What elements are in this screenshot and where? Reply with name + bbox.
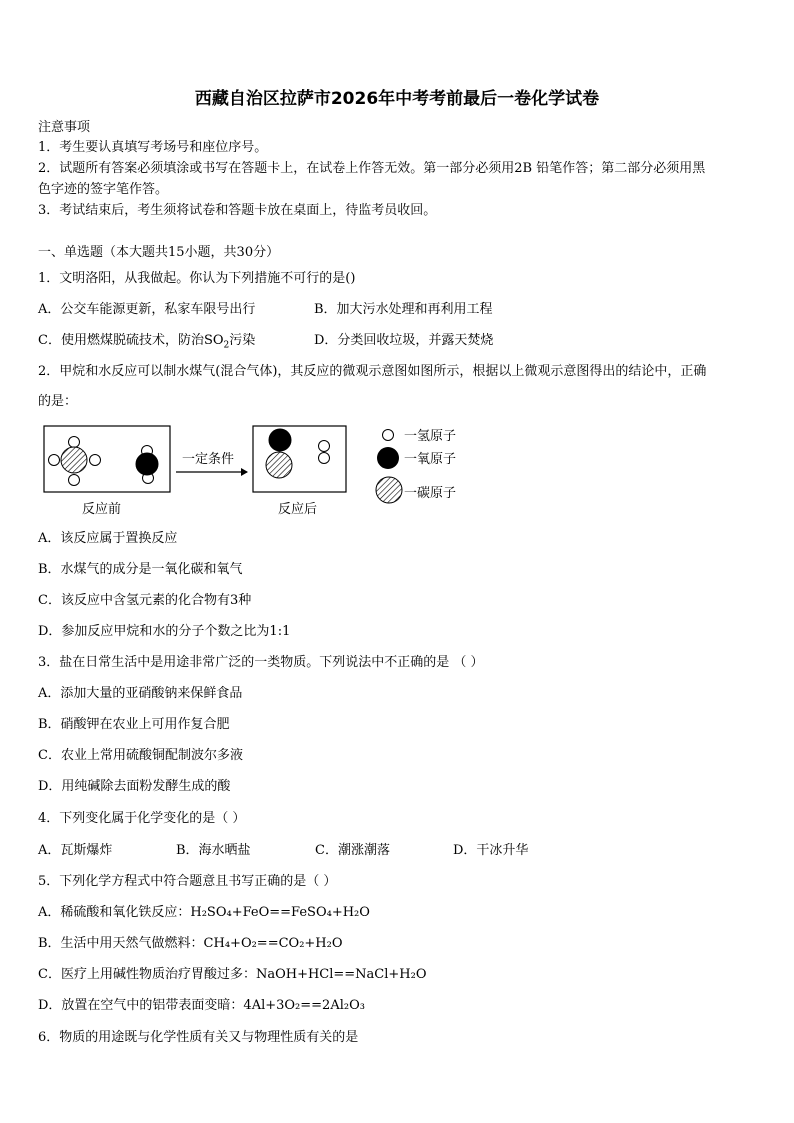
- oxygen-legend-icon: [377, 447, 399, 469]
- page-title: 西藏自治区拉萨市2026年中考考前最后一卷化学试卷: [194, 89, 600, 109]
- notes-heading: 注意事项: [38, 120, 91, 135]
- q2-option-a: A．该反应属于置换反应: [38, 531, 178, 546]
- q6-stem: 6．物质的用途既与化学性质有关又与物理性质有关的是: [38, 1030, 359, 1045]
- q5-option-d: D．放置在空气中的铝带表面变暗：4Al+3O₂==2Al₂O₃: [38, 998, 365, 1013]
- reaction-diagram: [42, 418, 482, 522]
- q4-option-a: A．瓦斯爆炸: [38, 843, 113, 858]
- q3-option-b: B．硝酸钾在农业上可用作复合肥: [38, 717, 230, 732]
- q1-option-d: D．分类回收垃圾，并露天焚烧: [314, 333, 494, 348]
- q3-option-a: A．添加大量的亚硝酸钠来保鲜食品: [38, 686, 243, 701]
- q5-option-a: A．稀硫酸和氧化铁反应：H₂SO₄+FeO==FeSO₄+H₂O: [38, 905, 370, 920]
- carbon-legend-icon: [376, 477, 402, 503]
- section-heading: 一、单选题（本大题共15小题，共30分）: [38, 245, 280, 260]
- q1-option-a: A．公交车能源更新，私家车限号出行: [38, 302, 256, 317]
- before-caption: 反应前: [82, 502, 122, 517]
- legend-hydrogen: 一氢原子: [404, 429, 457, 444]
- q4-option-c: C．潮涨潮落: [315, 843, 390, 858]
- q5-option-b: B．生活中用天然气做燃料：CH₄+O₂==CO₂+H₂O: [38, 936, 343, 951]
- q3-option-d: D．用纯碱除去面粉发酵生成的酸: [38, 779, 231, 794]
- q1-stem: 1．文明洛阳，从我做起。你认为下列措施不可行的是(): [38, 271, 356, 286]
- legend-oxygen: 一氧原子: [404, 452, 457, 467]
- notes-item-1: 1．考生要认真填写考场号和座位序号。: [38, 140, 268, 155]
- notes-item-2: 2．试题所有答案必须填涂或书写在答题卡上，在试卷上作答无效。第一部分必须用2B 铅笔作答；第二部分必须用黑: [38, 161, 706, 176]
- notes-item-2-cont: 色字迹的签字笔作答。: [38, 182, 169, 197]
- q2-stem-cont: 的是：: [38, 394, 78, 409]
- condition-label: 一定条件: [182, 452, 235, 467]
- arrow-head: [241, 468, 248, 476]
- q2-stem: 2．甲烷和水反应可以制水煤气(混合气体)，其反应的微观示意图如图所示，根据以上微观示意图得出的结论中，正确: [38, 364, 707, 379]
- q5-option-c: C．医疗上用碱性物质治疗胃酸过多：NaOH+HCl==NaCl+H₂O: [38, 967, 427, 982]
- q1-option-c: C．使用燃煤脱硫技术，防治$SO_2$污染: [38, 333, 256, 351]
- after-caption: 反应后: [278, 502, 318, 517]
- q2-option-c: C．该反应中含氢元素的化合物有3种: [38, 593, 252, 608]
- q4-option-d: D．干冰升华: [453, 843, 529, 858]
- q5-stem: 5．下列化学方程式中符合题意且书写正确的是（ ）: [38, 874, 337, 889]
- q4-stem: 4．下列变化属于化学变化的是（ ）: [38, 811, 246, 826]
- legend-carbon: 一碳原子: [404, 486, 457, 501]
- q3-option-c: C．农业上常用硫酸铜配制波尔多液: [38, 748, 243, 763]
- hydrogen-legend-icon: [383, 430, 394, 441]
- notes-item-3: 3．考试结束后，考生须将试卷和答题卡放在桌面上，待监考员收回。: [38, 203, 437, 218]
- q2-option-b: B．水煤气的成分是一氧化碳和氧气: [38, 562, 243, 577]
- q3-stem: 3．盐在日常生活中是用途非常广泛的一类物质。下列说法中不正确的是 （ ）: [38, 655, 484, 670]
- q1-option-b: B．加大污水处理和再利用工程: [314, 302, 493, 317]
- q2-option-d: D．参加反应甲烷和水的分子个数之比为1:1: [38, 624, 291, 639]
- q4-option-b: B．海水晒盐: [176, 843, 251, 858]
